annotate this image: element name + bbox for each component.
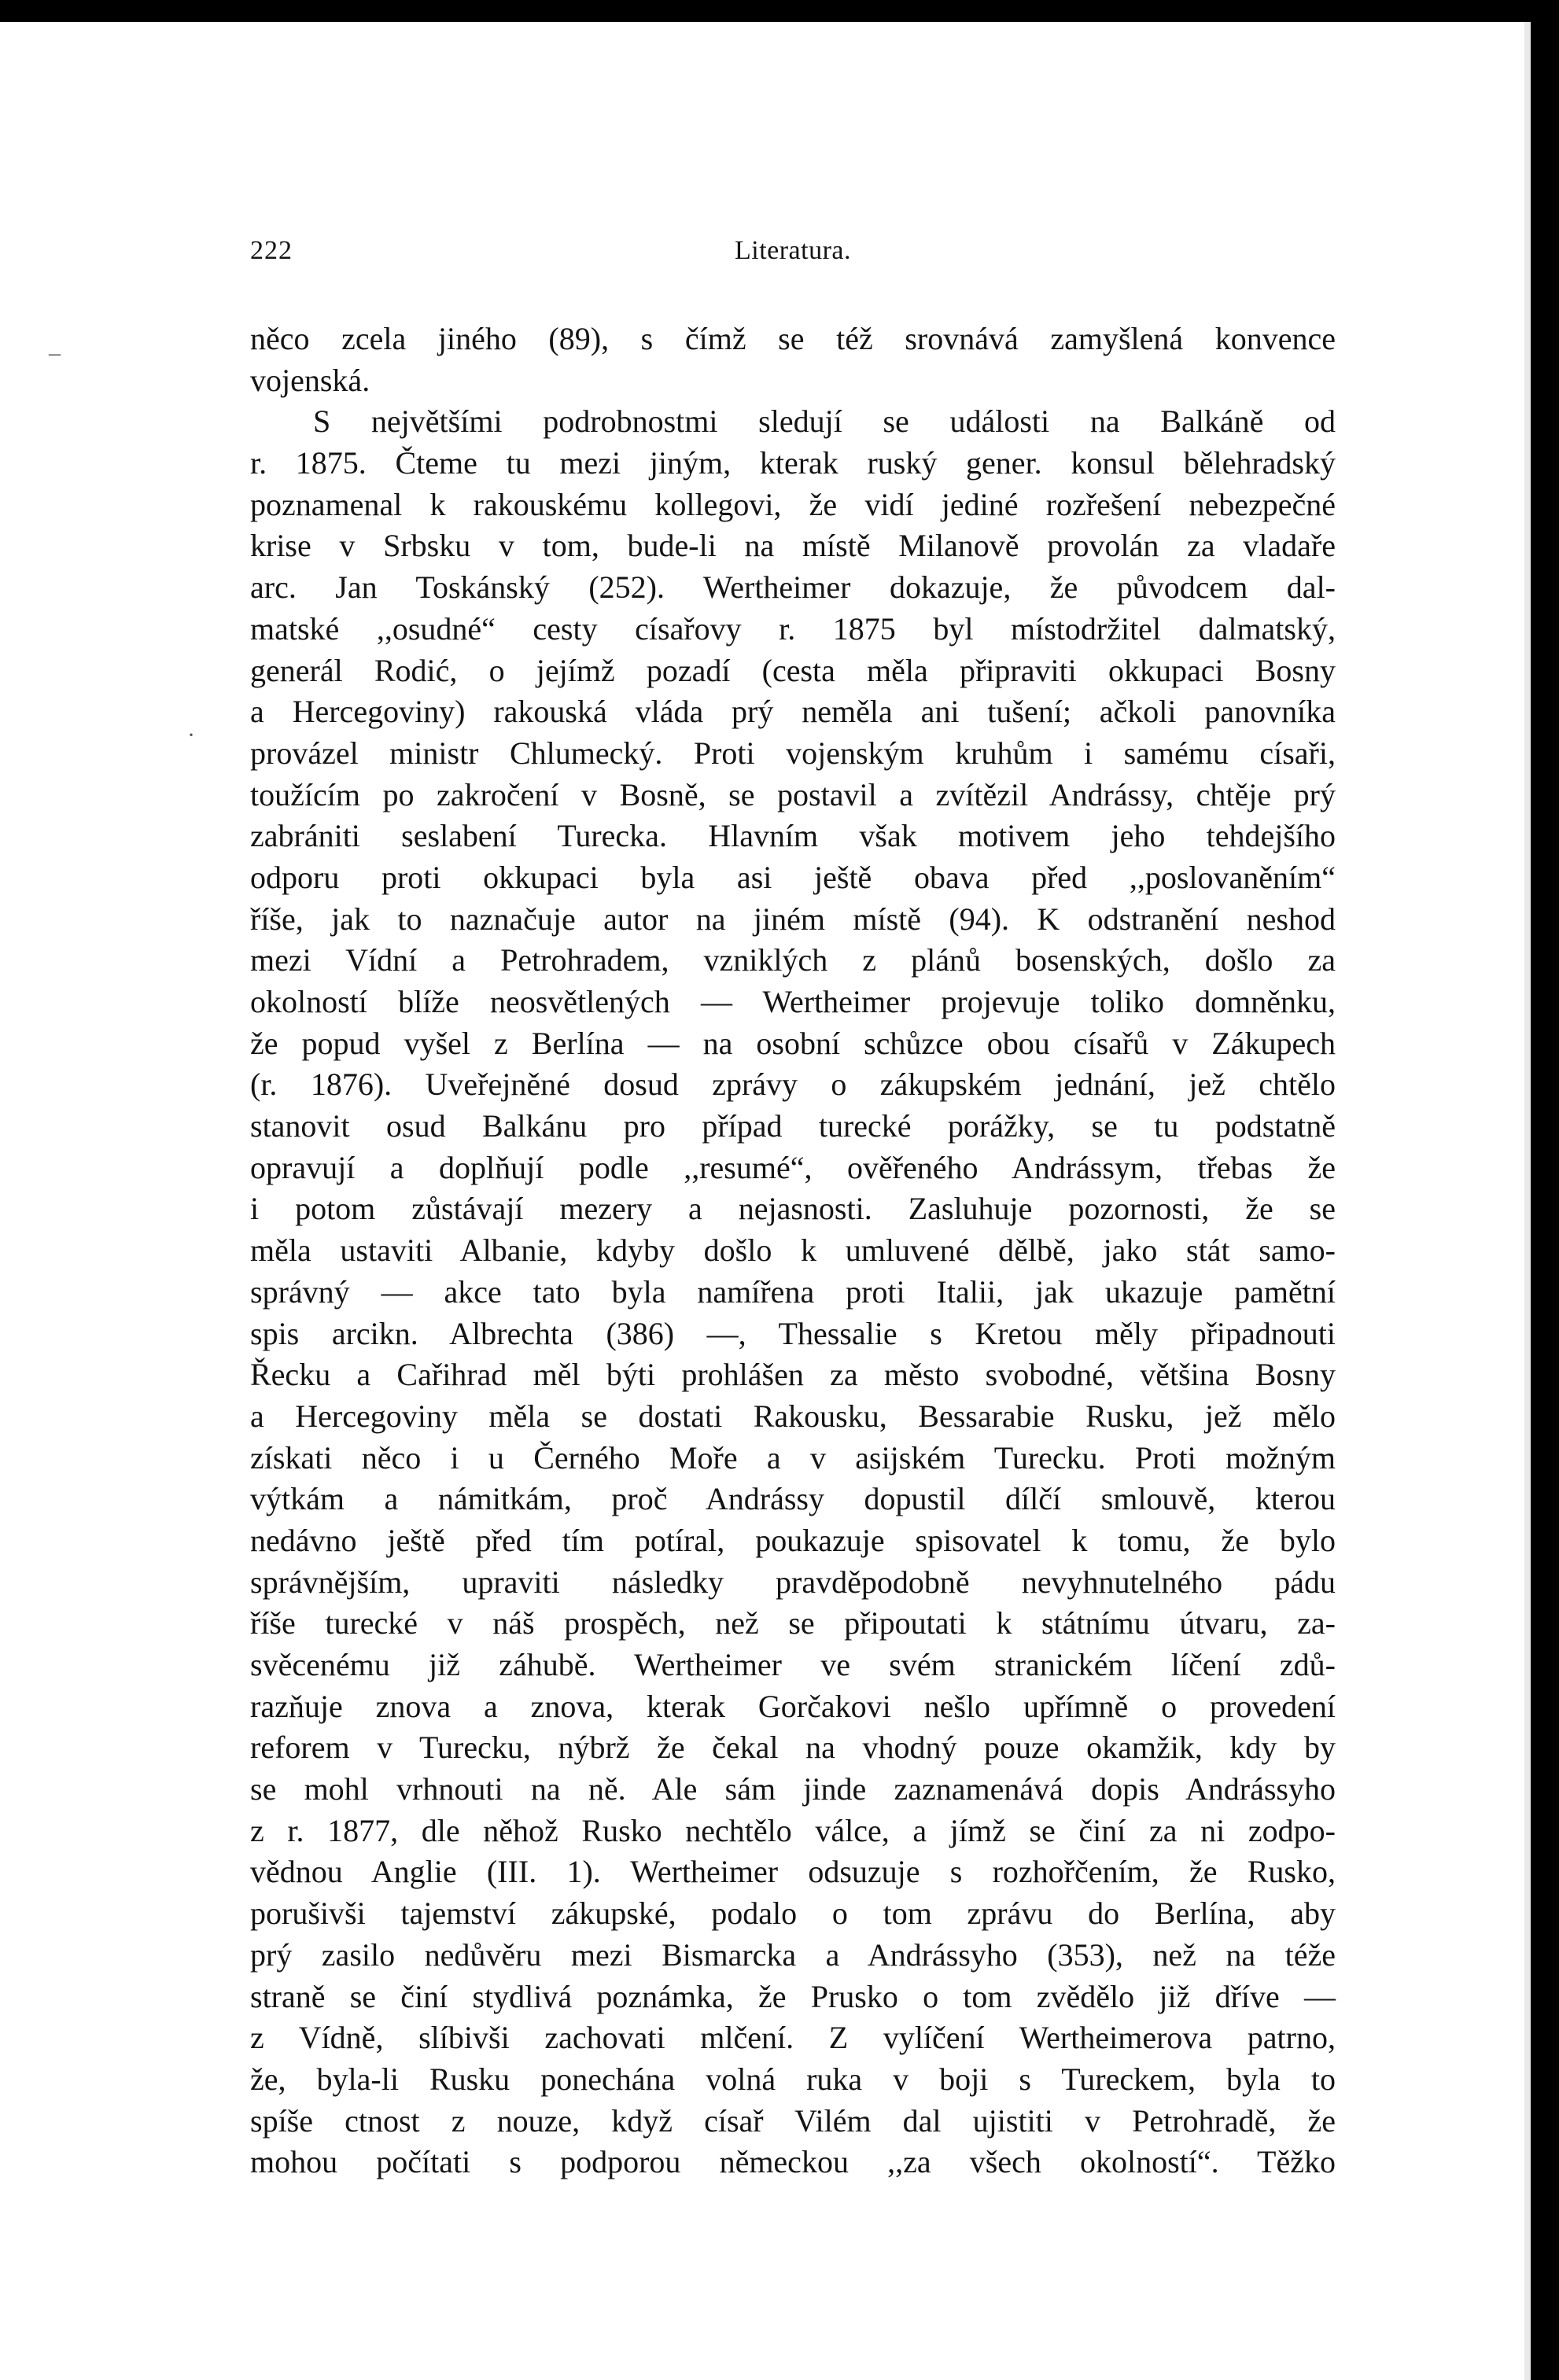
text-line: stanovit osud Balkánu pro případ turecké porážky, se tu podstatně — [250, 1108, 1336, 1144]
text-line: provázel ministr Chlumecký. Proti vojenským kruhům i samému císaři, — [250, 735, 1336, 771]
page-edge — [1524, 22, 1531, 2380]
text-line: že popud vyšel z Berlína — na osobní schůzce obou císařů v Zákupech — [250, 1025, 1336, 1061]
text-line: generál Rodić, o jejímž pozadí (cesta měla připraviti okkupaci Bosny — [250, 652, 1336, 688]
text-line: razňuje znova a znova, kterak Gorčakovi nešlo upřímně o provedení — [250, 1688, 1336, 1724]
text-line: a Hercegoviny měla se dostati Rakousku, Bessarabie Rusku, jež mělo — [250, 1398, 1336, 1434]
text-line: říše, jak to naznačuje autor na jiném místě (94). K odstranění neshod — [250, 901, 1336, 937]
text-line: Řecku a Cařihrad měl býti prohlášen za město svobodné, většina Bosny — [250, 1357, 1336, 1393]
text-line: i potom zůstávají mezery a nejasnosti. Zasluhuje pozornosti, že se — [250, 1191, 1336, 1227]
text-line: a Hercegoviny) rakouská vláda prý neměla ani tušení; ačkoli panovníka — [250, 694, 1336, 730]
text-line: krise v Srbsku v tom, bude-li na místě Milanově provolán za vladaře — [250, 528, 1336, 564]
running-title: Literatura. — [734, 236, 852, 265]
text-line: spíše ctnost z nouze, když císař Vilém dal ujistiti v Petrohradě, že — [250, 2102, 1336, 2139]
text-line: svěcenému již záhubě. Wertheimer ve svém stranickém líčení zdů- — [250, 1647, 1336, 1682]
text-line: r. 1875. Čteme tu mezi jiným, kterak ruský gener. konsul bělehradský — [250, 445, 1336, 481]
text-line: prý zasilo nedůvěru mezi Bismarcka a Andrássyho (353), než na téže — [250, 1936, 1336, 1973]
text-line: spis arcikn. Albrechta (386) —, Thessalie s Kretou měly připadnouti — [250, 1315, 1336, 1351]
body-text — [250, 319, 1336, 2183]
text-line: toužícím po zakročení v Bosně, se postavil a zvítězil Andrássy, chtěje prý — [250, 776, 1336, 812]
text-line: nedávno ještě před tím potíral, poukazuje spisovatel k tomu, že bylo — [250, 1522, 1336, 1558]
text-line: arc. Jan Toskánský (252). Wertheimer dokazuje, že původcem dal- — [250, 569, 1336, 606]
text-line: říše turecké v náš prospěch, než se připoutati k státnímu útvaru, za- — [250, 1605, 1336, 1641]
text-line: S největšími podrobnostmi sledují se události na Balkáně od — [313, 403, 1336, 440]
text-line: opravují a doplňují podle ,,resumé“, ověřeného Andrássym, třebas že — [250, 1149, 1336, 1185]
page-number: 222 — [250, 236, 293, 265]
text-line: matské ,,osudné“ cesty císařovy r. 1875 byl místodržitel dalmatský, — [250, 610, 1336, 647]
margin-mark: – — [49, 340, 61, 366]
text-line: získati něco i u Černého Moře a v asijském Turecku. Proti možným — [250, 1439, 1336, 1476]
text-line: že, byla-li Rusku ponechána volná ruka v boji s Tureckem, byla to — [250, 2061, 1336, 2097]
text-line: z Vídně, slíbivši zachovati mlčení. Z vylíčení Wertheimerova patrno, — [250, 2020, 1336, 2056]
text-line: reforem v Turecku, nýbrž že čekal na vhodný pouze okamžik, kdy by — [250, 1730, 1336, 1766]
text-line: poznamenal k rakouskému kollegovi, že vidí jediné rozřešení nebezpečné — [250, 486, 1336, 522]
text-line: porušivši tajemství zákupské, podalo o tom zprávu do Berlína, aby — [250, 1896, 1336, 1932]
text-line: straně se činí stydlivá poznámka, že Prusko o tom zvědělo již dříve — — [250, 1978, 1336, 2014]
page-header — [250, 236, 1336, 275]
text-line: zabrániti seslabení Turecka. Hlavním však motivem jeho tehdejšího — [250, 818, 1336, 854]
text-line: správnějším, upraviti následky pravděpodobně nevyhnutelného pádu — [250, 1564, 1336, 1600]
text-line: odporu proti okkupaci byla asi ještě obava před ,,poslovaněním“ — [250, 859, 1336, 895]
text-line: se mohl vrhnouti na ně. Ale sám jinde zaznamenává dopis Andrássyho — [250, 1771, 1336, 1807]
text-line: vědnou Anglie (III. 1). Wertheimer odsuzuje s rozhořčením, že Rusko, — [250, 1854, 1336, 1890]
margin-mark: · — [187, 722, 195, 748]
text-line: mohou počítati s podporou německou ,,za všech okolností“. Těžko — [250, 2144, 1336, 2180]
text-line: (r. 1876). Uveřejněné dosud zprávy o zákupském jednání, jež chtělo — [250, 1067, 1336, 1103]
text-line: mezi Vídní a Petrohradem, vzniklých z plánů bosenských, došlo za — [250, 942, 1336, 978]
text-line: něco zcela jiného (89), s čímž se též srovnává zamyšlená konvence — [250, 321, 1336, 356]
text-line: měla ustaviti Albanie, kdyby došlo k umluvené dělbě, jako stát samo- — [250, 1232, 1336, 1269]
text-line: vojenská. — [250, 362, 370, 398]
text-line: z r. 1877, dle něhož Rusko nechtělo válce, a jímž se činí za ni zodpo- — [250, 1812, 1336, 1848]
text-line: okolností blíže neosvětlených — Wertheimer projevuje toliko domněnku, — [250, 984, 1336, 1019]
text-line: správný — akce tato byla namířena proti Italii, jak ukazuje pamětní — [250, 1273, 1336, 1310]
text-line: výtkám a námitkám, proč Andrássy dopustil dílčí smlouvě, kterou — [250, 1481, 1336, 1517]
